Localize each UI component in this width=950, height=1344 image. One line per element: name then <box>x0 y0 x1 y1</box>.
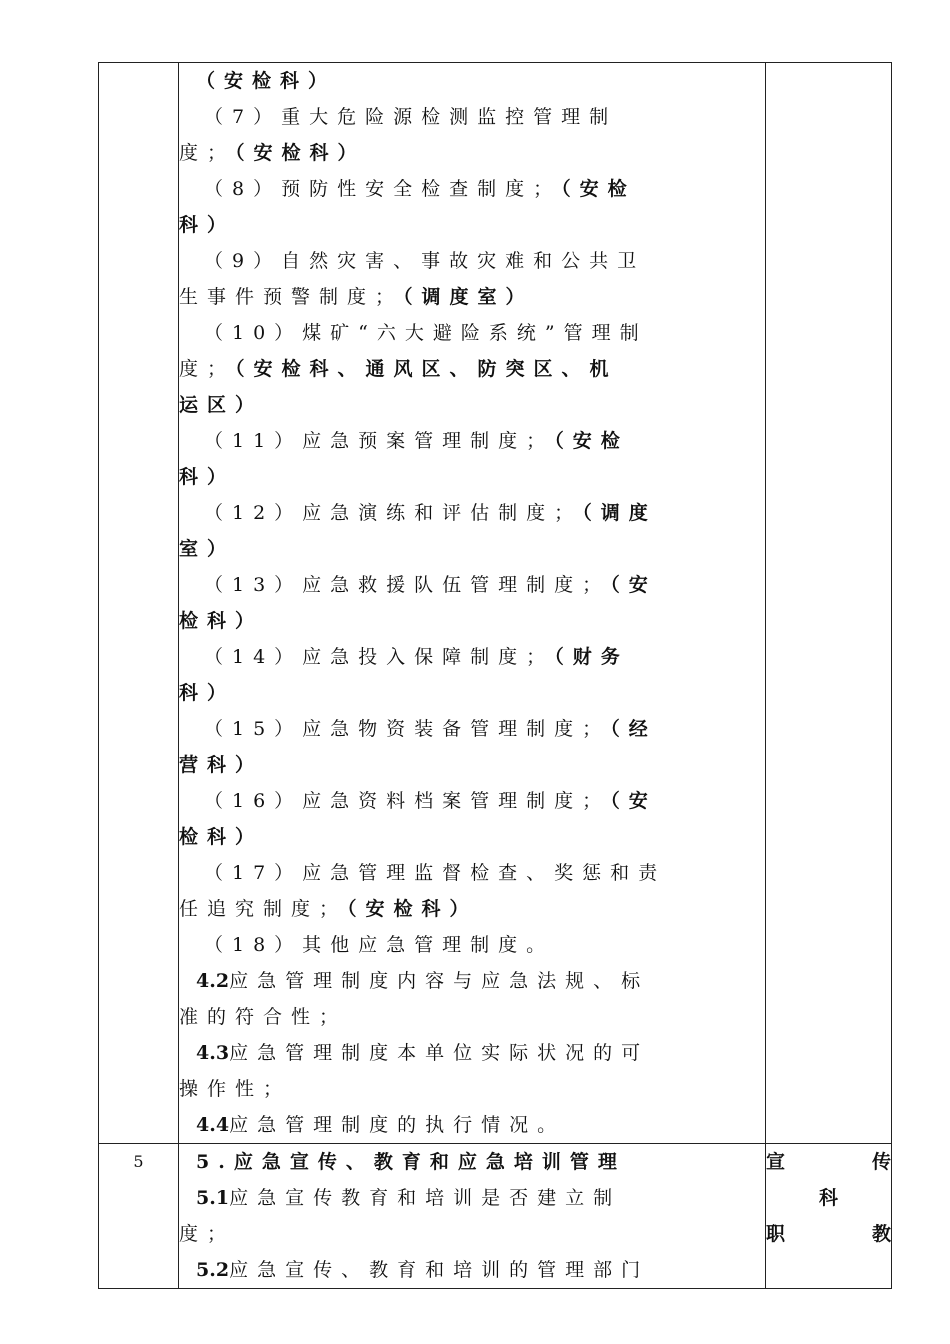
row-number-cell <box>99 63 179 1144</box>
dept-line: 科 <box>818 1187 838 1209</box>
text-line: 操作性； <box>179 1078 292 1100</box>
text-line: （12）应急演练和评估制度；（调度 <box>204 502 657 524</box>
content-cell <box>179 63 766 1144</box>
text-line: （13）应急救援队伍管理制度；（安 <box>204 574 657 596</box>
text-line: 5.1应急宣传教育和培训是否建立制 <box>196 1187 622 1209</box>
text-line: 科） <box>179 214 236 236</box>
section-heading: 5.应急宣传、教育和应急培训管理 <box>196 1151 626 1173</box>
text-line: （17）应急管理监督检查、奖惩和责 <box>204 862 667 884</box>
text-line: （7）重大危险源检测监控管理制 <box>204 106 618 128</box>
text-line: （9）自然灾害、事故灾难和公共卫 <box>204 250 646 272</box>
dept-line: 职 教 <box>766 1223 891 1245</box>
text-line: 生事件预警制度；（调度室） <box>179 286 534 308</box>
table-row <box>99 63 892 1144</box>
table-row <box>99 1144 892 1289</box>
inspection-table <box>98 62 892 1289</box>
text-line: 检科） <box>179 610 264 632</box>
dept-line: 宣 传 <box>766 1151 891 1173</box>
text-line: 任追究制度；（安检科） <box>179 898 478 920</box>
text-line: （8）预防性安全检查制度；（安检 <box>204 178 636 200</box>
department-cell <box>766 1144 892 1289</box>
row-number-cell <box>99 1144 179 1289</box>
text-line: 4.4应急管理制度的执行情况。 <box>196 1114 566 1136</box>
text-line: （11）应急预案管理制度；（安检 <box>204 430 629 452</box>
text-line: （14）应急投入保障制度；（财务 <box>204 646 629 668</box>
text-line: 科） <box>179 466 236 488</box>
text-line: 4.3应急管理制度本单位实际状况的可 <box>196 1042 650 1064</box>
text-line: （18）其他应急管理制度。 <box>204 934 555 956</box>
text-line: 营科） <box>179 754 264 776</box>
text-line: 度； <box>179 1223 236 1245</box>
content-cell <box>179 1144 766 1289</box>
text-line: 4.2应急管理制度内容与应急法规、标 <box>196 970 650 992</box>
text-line: 科） <box>179 682 236 704</box>
text-line: （16）应急资料档案管理制度；（安 <box>204 790 657 812</box>
text-line: 度；（安检科） <box>179 142 366 164</box>
department-cell <box>766 63 892 1144</box>
row-number: 5 <box>133 1152 144 1171</box>
text-line: 准的符合性； <box>179 1006 348 1028</box>
text-line: 室） <box>179 538 236 560</box>
text-line: （安检科） <box>196 70 337 92</box>
text-line: 5.2应急宣传、教育和培训的管理部门 <box>196 1259 650 1281</box>
text-line: （15）应急物资装备管理制度；（经 <box>204 718 657 740</box>
text-line: （10）煤矿“六大避险系统”管理制 <box>204 322 648 344</box>
text-line: 检科） <box>179 826 264 848</box>
text-line: 度；（安检科、通风区、防突区、机 <box>179 358 618 380</box>
text-line: 运区） <box>179 394 264 416</box>
